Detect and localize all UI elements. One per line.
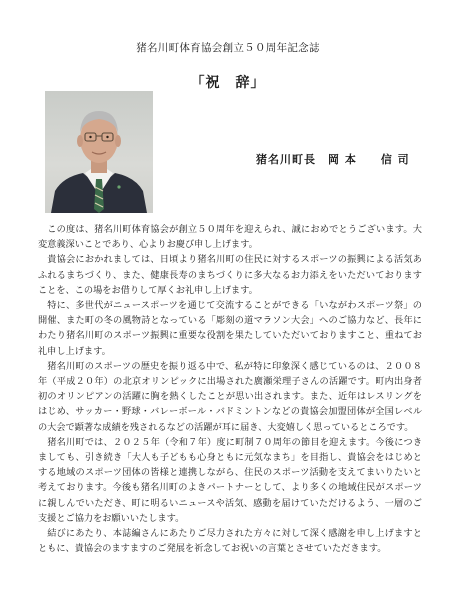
paragraph: 貴協会におかれましては、日頃より猪名川町の住民に対するスポーツの振興による活気あふれるまちづくり、また、健康長寿のまちづくりに多大なるお力添えをいただいておりますことを、この場をお借りして厚くお礼申し上げます。 xyxy=(38,254,422,296)
paragraph: この度は、猪名川町体育協会が創立５０周年を迎えられ、誠におめでとうございます。大変意義深いことであり、心よりお慶び申し上げます。 xyxy=(38,224,422,251)
portrait-figure xyxy=(45,91,153,213)
portrait-photo xyxy=(45,91,153,213)
signature-line: 猪名川町長 岡 本 信 司 xyxy=(256,153,410,166)
paragraph: 結びにあたり、本誌編さんにあたりご尽力された方々に対して深く感謝を申し上げますとともに、貴協会のますますのご発展を祈念してお祝いの言葉とさせていただきます。 xyxy=(38,528,422,555)
publication-heading: 猪名川町体育協会創立５０周年記念誌 xyxy=(136,42,320,54)
body-text xyxy=(38,222,422,556)
page-title: 「祝 辞」 xyxy=(190,75,266,91)
paragraph: 猪名川町のスポーツの歴史を振り返る中で、私が特に印象深く感じているのは、２００８年（平成２０年）の北京オリンピックに出場された廣瀬栄理子さんの活躍です。町内出身者初のオリンピアンの活躍に胸を熱くしたことが思い出されます。また、近年はレスリングをはじめ、サッカー・野球・バレーボール・バドミントンなどの貴協会加盟団体が全国レベルの大会で顕著な成績を残されるなどの活躍が耳に届き、大変嬉しく思っているところです。 xyxy=(38,360,422,433)
paragraph: 猪名川町では、２０２５年（令和７年）度に町制７０周年の節目を迎えます。今後につきましても、引き続き「大人も子どもも心身ともに元気なまち」を目指し、貴協会をはじめとする地域のスポーツ団体の皆様と連携しながら、住民のスポーツ活動を支えてまいりたいと考えております。今後も猪名川町のよきパートナーとして、より多くの地域住民がスポーツに親しんでいただき、町に明るいニュースや活気、感動を届けていただけるよう、一層のご支援とご協力をお願いいたします。 xyxy=(38,436,423,524)
paragraph: 特に、多世代がニュースポーツを通じて交流することができる「いながわスポーツ祭」の開催、また町の冬の風物詩となっている「彫刻の道マラソン大会」へのご協力など、長年にわたり猪名川町のスポーツ振興に重要な役割を果たしていただいておりますこと、重ねてお礼申し上げます。 xyxy=(38,300,422,357)
